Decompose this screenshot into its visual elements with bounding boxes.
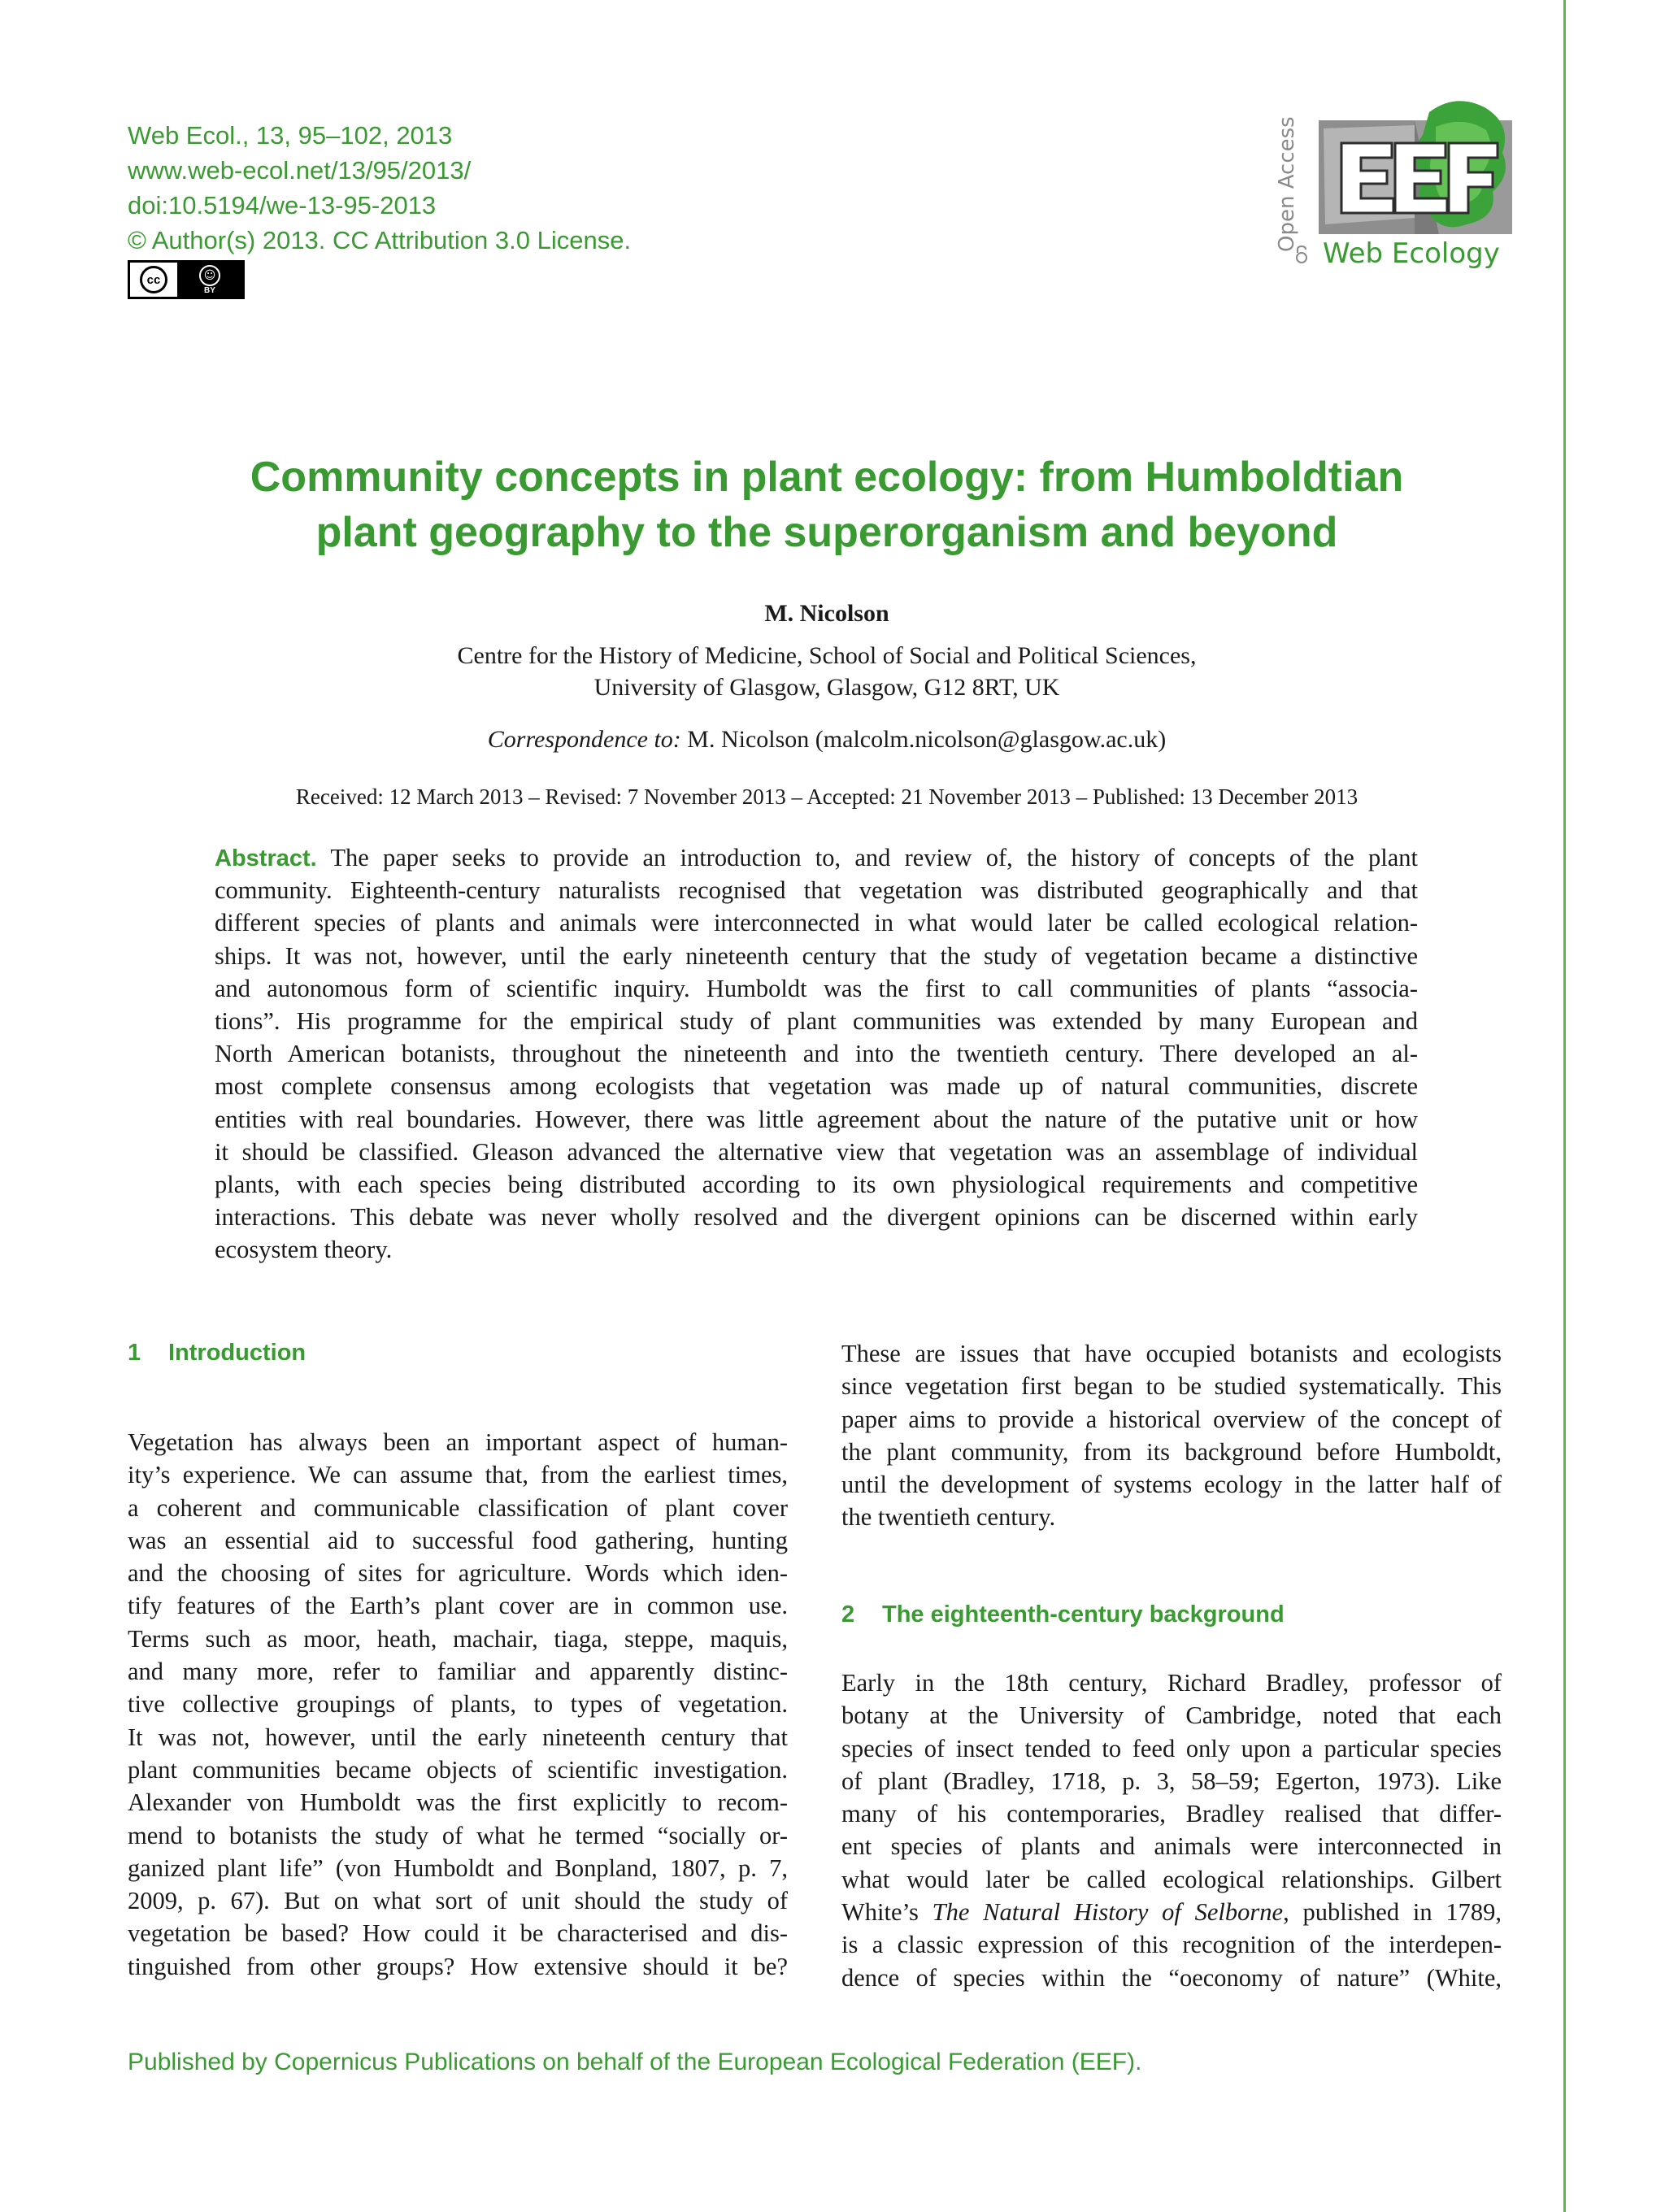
abstract-line: most complete consensus among ecologists that vegetation was made up of natural communities, discrete xyxy=(215,1072,1418,1101)
open-access-lock-icon xyxy=(1294,246,1309,263)
abstract-line: it should be classified. Gleason advanced the alternative view that vegetation was an assemblage of individual xyxy=(215,1137,1418,1166)
title-line: plant geography to the superorganism and beyond xyxy=(315,509,1338,556)
abstract-label: Abstract. xyxy=(215,845,317,871)
page-margin-rule xyxy=(1563,0,1566,2212)
introduction-paragraph xyxy=(128,1426,788,1983)
by-label: BY xyxy=(204,285,215,295)
book-title: The Natural History of Selborne xyxy=(932,1898,1284,1927)
text-line: is a classic expression of this recognition of the interdepen- xyxy=(841,1931,1502,1959)
correspondence-email[interactable]: M. Nicolson (malcolm.nicolson@glasgow.ac.uk) xyxy=(680,726,1167,753)
citation-journal: Web Ecol., 13, 95–102, 2013 xyxy=(128,121,453,150)
abstract-line: ecosystem theory. xyxy=(215,1236,393,1264)
citation-doi[interactable]: doi:10.5194/we-13-95-2013 xyxy=(128,191,437,219)
open-access-label: Open Access xyxy=(1275,116,1299,252)
section-number: 2 xyxy=(841,1601,855,1627)
affiliation-line: University of Glasgow, Glasgow, G12 8RT, UK xyxy=(593,674,1060,701)
text-line: dence of species within the “oeconomy of nature” (White, xyxy=(841,1963,1502,1992)
text-line: since vegetation first began to be studied systematically. This xyxy=(841,1372,1502,1401)
author-name: M. Nicolson xyxy=(764,600,889,627)
abstract-line: entities with real boundaries. However, there was little agreement about the nature of the putative unit or how xyxy=(215,1105,1418,1133)
text-line: what would later be called ecological relationships. Gilbert xyxy=(841,1865,1502,1893)
text-line: Vegetation has always been an important aspect of human- xyxy=(128,1428,788,1456)
citation-license: © Author(s) 2013. CC Attribution 3.0 License. xyxy=(128,226,632,254)
text-line: was an essential aid to successful food gathering, hunting xyxy=(128,1526,788,1554)
publication-dates: Received: 12 March 2013 – Revised: 7 November 2013 – Accepted: 21 November 2013 – Published: 13 December 2013 xyxy=(295,784,1359,809)
text-line: and many more, refer to familiar and apparently distinc- xyxy=(128,1658,788,1686)
text-line: Early in the 18th century, Richard Bradley, professor of xyxy=(841,1669,1502,1697)
text-line: These are issues that have occupied botanists and ecologists xyxy=(841,1340,1502,1367)
abstract-line: and autonomous form of scientific inquiry. Humboldt was the first to call communities of plants “associa- xyxy=(215,974,1418,1002)
publisher-footer: Published by Copernicus Publications on behalf of the European Ecological Federation (EEF). xyxy=(128,2049,1142,2075)
text-line: of plant (Bradley, 1718, p. 3, 58–59; Egerton, 1973). Like xyxy=(841,1767,1502,1795)
text-line: It was not, however, until the early nineteenth century that xyxy=(128,1723,788,1751)
text-line: the plant community, from its background before Humboldt, xyxy=(841,1437,1502,1466)
citation-block xyxy=(128,118,631,258)
paper-title xyxy=(128,450,1526,560)
cc-by-license-badge[interactable] xyxy=(128,260,245,299)
abstract-line: interactions. This debate was never wholly resolved and the divergent opinions can be discerned within early xyxy=(215,1203,1418,1232)
abstract-line: The paper seeks to provide an introduction to, and review of, the history of concepts of the plant xyxy=(316,844,1418,871)
cc-icon: cc xyxy=(140,266,167,293)
introduction-paragraph-continued xyxy=(841,1337,1502,1534)
abstract-line: plants, with each species being distributed according to its own physiological requirements and competitive xyxy=(215,1170,1418,1198)
section-title: The eighteenth-century background xyxy=(882,1601,1285,1627)
text-line: the twentieth century. xyxy=(841,1503,1056,1532)
text-line: ity’s experience. We can assume that, from the earliest times, xyxy=(128,1461,788,1489)
citation-url[interactable]: www.web-ecol.net/13/95/2013/ xyxy=(128,156,472,185)
text-line: White’s The Natural History of Selborne, published in 1789, xyxy=(841,1898,1502,1927)
text-line: tify features of the Earth’s plant cover are in common use. xyxy=(128,1592,788,1620)
abstract-line: tions”. His programme for the empirical study of plant communities was extended by many European and xyxy=(215,1006,1418,1035)
abstract xyxy=(215,841,1418,1266)
text-line: tinguished from other groups? How extensive should it be? xyxy=(128,1952,788,1980)
text-line: ent species of plants and animals were interconnected in xyxy=(841,1832,1502,1861)
text-line: Alexander von Humboldt was the first explicitly to recom- xyxy=(128,1788,788,1817)
section-heading-introduction xyxy=(128,1340,306,1367)
section-heading-background xyxy=(841,1601,1285,1628)
text-line: Terms such as moor, heath, machair, tiaga, steppe, maquis, xyxy=(128,1624,788,1653)
affiliation-line: Centre for the History of Medicine, School of Social and Political Sciences, xyxy=(457,642,1197,669)
section-number: 1 xyxy=(128,1340,141,1366)
text-line: and the choosing of sites for agriculture. Words which iden- xyxy=(128,1559,788,1588)
text-line: tive collective groupings of plants, to types of vegetation. xyxy=(128,1690,788,1719)
correspondence-label: Correspondence to: xyxy=(487,726,681,753)
abstract-line: different species of plants and animals were interconnected in what would later be called ecological relation- xyxy=(215,909,1418,937)
text-line: ganized plant life” (von Humboldt and Bonpland, 1807, p. 7, xyxy=(128,1853,788,1882)
logo-mark-text: EEF xyxy=(1293,85,1316,99)
title-line: Community concepts in plant ecology: from Humboldtian xyxy=(250,454,1404,501)
text-line: a coherent and communicable classification of plant cover xyxy=(128,1493,788,1522)
text-line: species of insect tended to feed only upon a particular species xyxy=(841,1734,1502,1762)
journal-name: Web Ecology xyxy=(1323,237,1500,270)
text-line: many of his contemporaries, Bradley realised that differ- xyxy=(841,1800,1502,1828)
abstract-line: ships. It was not, however, until the early nineteenth century that the study of vegetation became a distinctive xyxy=(215,941,1418,970)
person-icon: ☺ xyxy=(199,265,220,286)
text-line: vegetation be based? How could it be characterised and dis- xyxy=(128,1919,788,1948)
text-line: mend to botanists the study of what he termed “socially or- xyxy=(128,1821,788,1849)
background-paragraph xyxy=(841,1667,1502,1994)
text-line: until the development of systems ecology in the latter half of xyxy=(841,1471,1502,1499)
section-title: Introduction xyxy=(168,1340,306,1366)
text-line: 2009, p. 67). But on what sort of unit should the study of xyxy=(128,1887,788,1915)
correspondence xyxy=(128,726,1526,754)
text-line: plant communities became objects of scientific investigation. xyxy=(128,1755,788,1784)
abstract-line: community. Eighteenth-century naturalists recognised that vegetation was distributed geographically and that xyxy=(215,876,1418,905)
text-line: paper aims to provide a historical overview of the concept of xyxy=(841,1405,1502,1433)
abstract-line: North American botanists, throughout the nineteenth and into the twentieth century. There developed an al- xyxy=(215,1040,1418,1068)
text-line: botany at the University of Cambridge, noted that each xyxy=(841,1701,1502,1730)
